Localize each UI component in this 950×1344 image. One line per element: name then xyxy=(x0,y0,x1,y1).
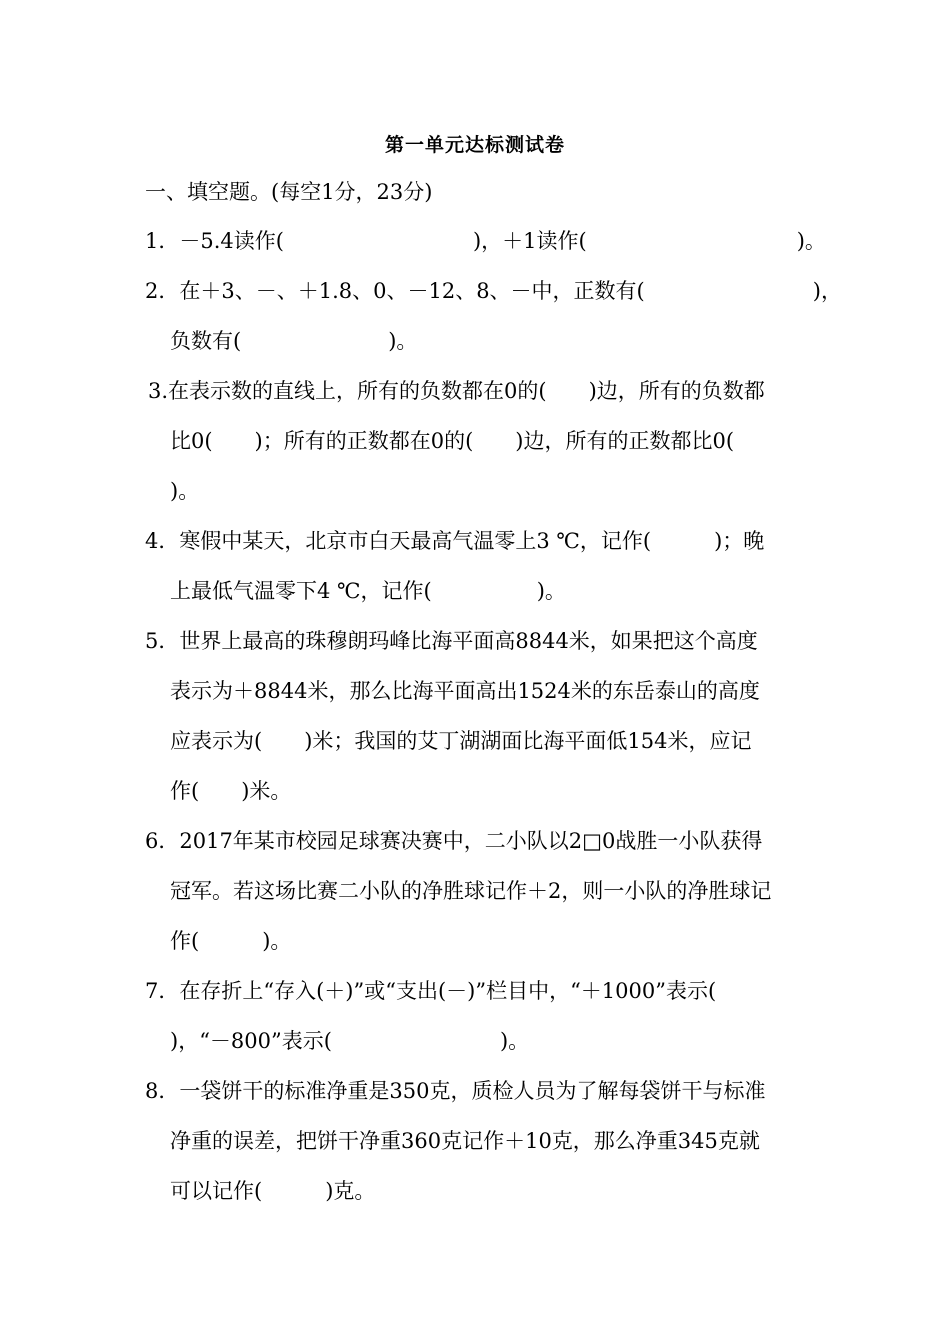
question-8-line-1: 8．一袋饼干的标准净重是350克，质检人员为了解每袋饼干与标准 xyxy=(145,1079,766,1103)
question-7-line-2: )，“－800”表示( )。 xyxy=(170,1029,530,1053)
question-3-line-1: 3.在表示数的直线上，所有的负数都在0的( )边，所有的负数都 xyxy=(148,379,765,403)
question-3-line-3: )。 xyxy=(170,479,200,503)
question-8-line-3: 可以记作( )克。 xyxy=(170,1179,376,1203)
page-title: 第一单元达标测试卷 xyxy=(384,134,565,156)
question-2-line-2: 负数有( )。 xyxy=(170,329,418,353)
question-5-line-4: 作( )米。 xyxy=(170,779,292,803)
question-6-line-2: 冠军。若这场比赛二小队的净胜球记作＋2，则一小队的净胜球记 xyxy=(170,879,772,903)
question-6-line-1: 6．2017年某市校园足球赛决赛中，二小队以2□0战胜一小队获得 xyxy=(145,829,763,853)
question-7-line-1: 7．在存折上“存入(＋)”或“支出(－)”栏目中，“＋1000”表示( xyxy=(145,979,717,1003)
section-heading: 一、填空题。(每空1分，23分) xyxy=(145,180,433,204)
question-4-line-1: 4．寒假中某天，北京市白天最高气温零上3 ℃，记作( )；晚 xyxy=(145,529,765,553)
question-5-line-2: 表示为＋8844米，那么比海平面高出1524米的东岳泰山的高度 xyxy=(170,679,760,703)
question-1-line-1: 1．－5.4读作( )，＋1读作( )。 xyxy=(145,229,826,253)
question-8-line-2: 净重的误差，把饼干净重360克记作＋10克，那么净重345克就 xyxy=(170,1129,760,1153)
question-4-line-2: 上最低气温零下4 ℃，记作( )。 xyxy=(170,579,566,603)
question-5-line-3: 应表示为( )米；我国的艾丁湖湖面比海平面低154米，应记 xyxy=(170,729,752,753)
question-2-line-1: 2．在＋3、－、＋1.8、0、－12、8、－中，正数有( )， xyxy=(145,279,842,303)
question-6-line-3: 作( )。 xyxy=(170,929,292,953)
question-3-line-2: 比0( )；所有的正数都在0的( )边，所有的正数都比0( xyxy=(170,429,735,453)
question-5-line-1: 5．世界上最高的珠穆朗玛峰比海平面高8844米，如果把这个高度 xyxy=(145,629,758,653)
